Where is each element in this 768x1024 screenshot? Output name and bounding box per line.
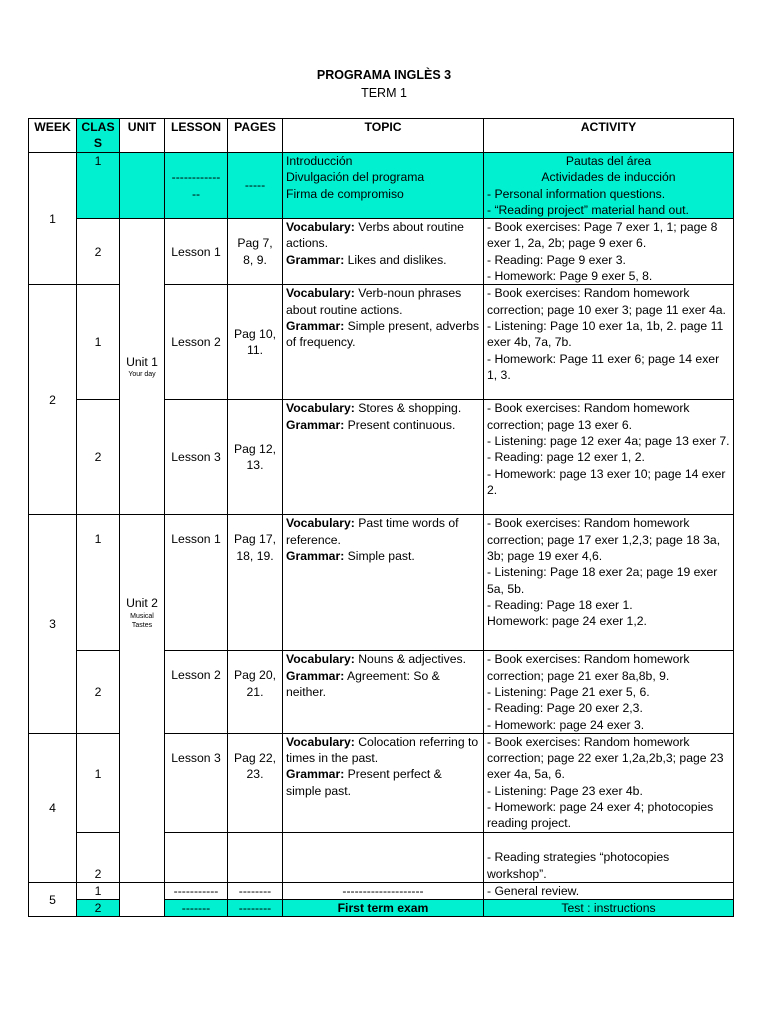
class-cell: 1: [77, 882, 120, 899]
activity-text: - Homework: Page 11 exer 6; page 14 exer 1, 3.: [487, 351, 720, 382]
activity-line: [487, 186, 730, 202]
activity-line: [487, 684, 730, 700]
lesson-cell: ------------ --: [165, 153, 228, 219]
week-cell: 4: [29, 733, 77, 882]
topic-label: Vocabulary:: [286, 220, 355, 235]
activity-text: - Homework: Page 9 exer 5, 8.: [487, 269, 653, 284]
topic-label: Grammar:: [286, 252, 345, 267]
topic-label: Vocabulary:: [286, 401, 355, 416]
week-cell: 5: [29, 882, 77, 917]
topic-text: Present continuous.: [344, 417, 456, 432]
topic-cell: [283, 882, 484, 899]
activity-line: [487, 400, 730, 433]
header-week: WEEK: [29, 119, 77, 153]
pages-cell: Pag 7, 8, 9.: [228, 219, 283, 285]
activity-line: [487, 564, 730, 597]
topic-line: [286, 734, 480, 767]
activity-text: - Homework: page 24 exer 4; photocopies reading project.: [487, 800, 714, 831]
table-row: [29, 219, 734, 285]
pages-cell: --------: [228, 882, 283, 899]
topic-line: [286, 766, 480, 799]
activity-cell: [484, 882, 734, 899]
activity-line: [487, 169, 730, 185]
activity-line: [487, 252, 730, 268]
activity-line: [487, 285, 730, 318]
topic-cell: [283, 515, 484, 651]
activity-text: - Book exercises: Random homework correction; page 22 exer 1,2a,2b,3; page 23 exer 4a, 5a, 6.: [487, 734, 724, 782]
header-class: CLAS S: [77, 119, 120, 153]
activity-text: - “Reading project” material hand out.: [487, 202, 689, 217]
activity-text: - Book exercises: Page 7 exer 1, 1; page 8 exer 1, 2a, 2b; page 9 exer 6.: [487, 220, 718, 251]
activity-text: - Homework: page 24 exer 3.: [487, 717, 645, 732]
unit-cell-empty: [120, 153, 165, 219]
topic-line: [286, 900, 480, 916]
activity-text: - General review.: [487, 883, 580, 898]
activity-line: [487, 651, 730, 684]
header-unit: UNIT: [120, 119, 165, 153]
topic-label: Vocabulary:: [286, 516, 355, 531]
class-cell: 1: [77, 285, 120, 400]
lesson-cell: Lesson 2: [165, 651, 228, 733]
pages-cell: Pag 22, 23.: [228, 733, 283, 832]
topic-text: Stores & shopping.: [354, 401, 462, 416]
topic-label: Vocabulary:: [286, 286, 355, 301]
table-row: [29, 153, 734, 219]
document-title: PROGRAMA INGLÈS 3: [316, 68, 452, 82]
week-cell: 2: [29, 285, 77, 515]
lesson-cell: Lesson 3: [165, 400, 228, 515]
topic-cell: [283, 400, 484, 515]
topic-cell: [283, 651, 484, 733]
topic-cell: [283, 219, 484, 285]
class-cell: 2: [77, 900, 120, 917]
activity-text: Test : instructions: [561, 901, 656, 916]
lesson-cell-empty: [165, 832, 228, 882]
activity-text: - Book exercises: Random homework correction; page 10 exer 3; page 11 exer 4a.: [487, 286, 726, 317]
topic-line: [286, 252, 480, 268]
topic-label: Vocabulary:: [286, 734, 355, 749]
unit-subtitle: Musical Tastes: [130, 612, 154, 629]
activity-line: [487, 153, 730, 169]
activity-line: [487, 597, 730, 613]
topic-line: [286, 417, 480, 433]
week-cell: 3: [29, 515, 77, 733]
activity-line: [487, 799, 730, 832]
topic-line: [286, 400, 480, 416]
activity-text: - Listening: Page 18 exer 2a; page 19 exer 5a, 5b.: [487, 565, 718, 596]
topic-line: [286, 515, 480, 548]
lesson-cell: Lesson 3: [165, 733, 228, 832]
activity-line: [487, 849, 730, 882]
activity-cell: [484, 153, 734, 219]
topic-line: [286, 186, 480, 202]
activity-line: [487, 219, 730, 252]
activity-cell: [484, 400, 734, 515]
topic-text: Verb-noun phrases about routine actions.: [286, 286, 462, 317]
header-row: [29, 119, 734, 153]
topic-label: Grammar:: [286, 767, 345, 782]
class-cell: 2: [77, 400, 120, 515]
topic-label: Vocabulary:: [286, 652, 355, 667]
pages-cell: Pag 10, 11.: [228, 285, 283, 400]
topic-text: Simple past.: [344, 548, 415, 563]
activity-line: [487, 900, 730, 916]
activity-cell: [484, 733, 734, 832]
table-row: [29, 515, 734, 651]
activity-text: - Listening: page 12 exer 4a; page 13 exer 7.: [487, 433, 730, 448]
activity-cell: [484, 285, 734, 400]
topic-cell: [283, 153, 484, 219]
activity-text: Pautas del área: [565, 154, 652, 168]
topic-cell: [283, 900, 484, 917]
activity-text: - Book exercises: Random homework correction; page 21 exer 8a,8b, 9.: [487, 652, 690, 683]
topic-line: [286, 169, 480, 185]
pages-cell: --------: [228, 900, 283, 917]
pages-cell: Pag 17, 18, 19.: [228, 515, 283, 651]
activity-line: [487, 734, 730, 783]
header-pages: PAGES: [228, 119, 283, 153]
unit-cell: [120, 515, 165, 882]
topic-text: Introducción: [286, 154, 353, 168]
header-activity: ACTIVITY: [484, 119, 734, 153]
activity-line: [487, 433, 730, 449]
lesson-cell: Lesson 1: [165, 515, 228, 651]
class-cell: 1: [77, 515, 120, 651]
class-cell: 1: [77, 733, 120, 832]
activity-text: - Homework: page 13 exer 10; page 14 exer 2.: [487, 466, 726, 497]
topic-text: Nouns & adjectives.: [354, 652, 466, 667]
topic-label: Grammar:: [286, 318, 345, 333]
pages-cell: Pag 20, 21.: [228, 651, 283, 733]
topic-line: [286, 153, 480, 169]
activity-line: [487, 202, 730, 218]
lesson-cell: Lesson 1: [165, 219, 228, 285]
activity-line: [487, 613, 730, 629]
topic-text: First term exam: [337, 901, 429, 916]
topic-line: [286, 219, 480, 252]
topic-text: Verbs about routine actions.: [286, 220, 464, 251]
class-cell: 2: [77, 651, 120, 733]
activity-cell: [484, 219, 734, 285]
activity-text: - Reading: page 12 exer 1, 2.: [487, 450, 645, 465]
unit-subtitle: Your day: [128, 371, 156, 379]
activity-line: [487, 449, 730, 465]
unit-name: Unit 2: [126, 596, 158, 611]
activity-text: - Listening: Page 23 exer 4b.: [487, 783, 643, 798]
activity-text: Homework: page 24 exer 1,2.: [487, 614, 647, 629]
topic-line: [286, 651, 480, 667]
class-cell: 2: [77, 832, 120, 882]
activity-line: [487, 268, 730, 284]
activity-line: [487, 515, 730, 564]
lesson-cell: Lesson 2: [165, 285, 228, 400]
lesson-cell: -----------: [165, 882, 228, 899]
activity-line: [487, 700, 730, 716]
week-cell: 1: [29, 153, 77, 285]
activity-text: - Listening: Page 10 exer 1a, 1b, 2. page 11 exer 4b, 7a, 7b.: [487, 318, 724, 350]
program-table: [28, 118, 734, 917]
activity-line: [487, 318, 730, 351]
activity-text: - Listening: Page 21 exer 5, 6.: [487, 684, 650, 699]
class-cell: 1: [77, 153, 120, 219]
topic-text: Colocation referring to times in the past.: [286, 734, 479, 766]
activity-cell: [484, 900, 734, 917]
topic-line: [286, 883, 480, 899]
document-subtitle: TERM 1: [361, 86, 407, 100]
topic-text: Firma de compromiso: [286, 186, 404, 201]
topic-label: Grammar:: [286, 548, 345, 563]
topic-cell: [283, 285, 484, 400]
activity-line: [487, 883, 730, 899]
activity-text: - Reading: Page 18 exer 1.: [487, 597, 633, 612]
activity-cell: [484, 651, 734, 733]
activity-line: [487, 783, 730, 799]
unit-cell: [120, 219, 165, 515]
table-row: [29, 882, 734, 899]
unit-name: Unit 1: [126, 355, 158, 370]
activity-cell: [484, 515, 734, 651]
class-cell: 2: [77, 219, 120, 285]
pages-cell-empty: [228, 832, 283, 882]
topic-text: Agreement: So & neither.: [286, 668, 440, 699]
topic-label: Grammar:: [286, 668, 345, 683]
lesson-cell: -------: [165, 900, 228, 917]
activity-line: [487, 717, 730, 733]
topic-line: [286, 548, 480, 564]
activity-text: - Book exercises: Random homework correction; page 17 exer 1,2,3; page 18 3a, 3b; page 19 exer 4,6.: [487, 516, 721, 563]
activity-line: [487, 466, 730, 499]
activity-text: - Reading: Page 20 exer 2,3.: [487, 701, 643, 716]
topic-text: Simple present, adverbs of frequency.: [286, 318, 480, 350]
activity-text: - Book exercises: Random homework correction; page 13 exer 6.: [487, 401, 690, 432]
topic-cell-empty: [283, 832, 484, 882]
topic-text: Past time words of reference.: [286, 516, 459, 547]
topic-line: [286, 285, 480, 318]
activity-line: [487, 351, 730, 384]
topic-cell: [283, 733, 484, 832]
topic-text: Present perfect & simple past.: [286, 767, 442, 798]
topic-line: [286, 668, 480, 701]
topic-label: Grammar:: [286, 417, 345, 432]
topic-text: --------------------: [342, 883, 424, 898]
pages-cell: Pag 12, 13.: [228, 400, 283, 515]
activity-text: - Reading: Page 9 exer 3.: [487, 252, 626, 267]
unit-cell-empty: [120, 882, 165, 917]
topic-text: Divulgación del programa: [286, 170, 425, 185]
activity-text: - Personal information questions.: [487, 186, 666, 201]
topic-text: Likes and dislikes.: [344, 252, 447, 267]
topic-line: [286, 318, 480, 351]
pages-cell: -----: [228, 153, 283, 219]
activity-text: - Reading strategies “photocopies workshop”.: [487, 850, 670, 881]
header-topic: TOPIC: [283, 119, 484, 153]
header-lesson: LESSON: [165, 119, 228, 153]
activity-cell: [484, 832, 734, 882]
activity-text: Actividades de inducción: [541, 170, 676, 185]
